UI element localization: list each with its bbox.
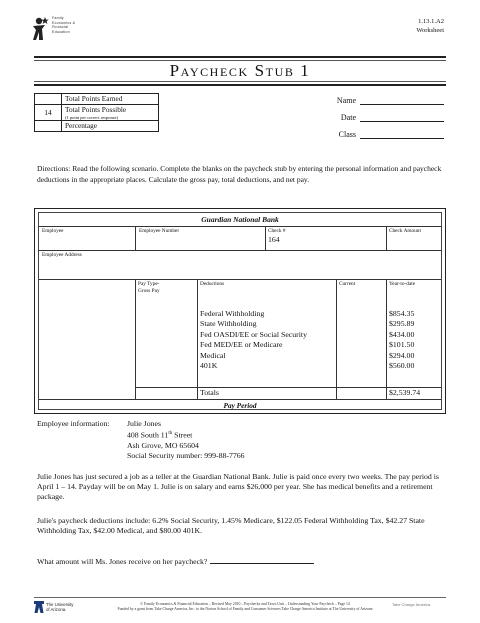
class-label: Class <box>338 130 356 139</box>
university-line: of Arizona. <box>46 607 67 612</box>
bank-name: Guardian National Bank <box>201 215 279 224</box>
paycheck-stub <box>34 208 446 414</box>
logo-line: Economics & <box>52 20 76 25</box>
stub-divider <box>336 279 337 399</box>
university-name <box>46 602 86 612</box>
deduction-ytd: $295.89 <box>389 319 415 329</box>
question-text: What amount will Ms. Jones receive on her paycheck? <box>37 557 208 566</box>
gross-pay-text: Gross Pay <box>138 287 160 294</box>
answer-line[interactable] <box>210 556 314 564</box>
employee-info-label: Employee information: <box>37 419 110 428</box>
deduction-name: Medical <box>200 350 226 360</box>
stub-divider <box>39 279 441 280</box>
stub-divider <box>135 279 136 399</box>
percentage-label: Percentage <box>62 121 159 132</box>
name-field[interactable] <box>337 96 444 105</box>
employee-name: Julie Jones <box>127 419 162 428</box>
stub-divider <box>39 399 441 400</box>
check-number-value: 164 <box>268 235 280 244</box>
deduction-ytd: $101.50 <box>389 340 415 350</box>
deduction-ytd: $434.00 <box>389 329 415 339</box>
date-label: Date <box>340 113 356 122</box>
logo-line: Financial <box>52 25 69 30</box>
stub-divider <box>135 226 136 250</box>
pay-type-label <box>138 281 160 294</box>
deduction-name: State Withholding <box>200 319 257 329</box>
page-title: Paycheck Stub 1 <box>169 61 311 80</box>
deduction-names <box>200 309 307 371</box>
university-of-arizona-logo-icon <box>34 601 44 613</box>
employee-city: Ash Grove, MO 65604 <box>127 441 199 450</box>
class-line[interactable] <box>360 130 444 139</box>
class-field[interactable] <box>339 130 444 139</box>
totals-ytd-value: $2,539.74 <box>389 388 421 397</box>
deduction-name: Fed OASDI/EE or Social Security <box>200 329 307 339</box>
stub-divider <box>386 279 387 399</box>
deduction-ytd: $294.00 <box>389 350 415 360</box>
document-number: 1.13.1.A2 <box>418 18 444 25</box>
points-possible-value: 14 <box>35 105 62 121</box>
year-to-date-label: Year-to-date <box>389 281 416 287</box>
percentage-value <box>35 121 62 132</box>
stub-divider <box>39 226 441 227</box>
employee-information <box>37 419 245 461</box>
employee-number-label: Employee Number <box>139 228 180 234</box>
stub-divider <box>265 226 266 250</box>
family-economics-logo-icon <box>30 14 52 42</box>
document-type: Worksheet <box>416 27 444 34</box>
scenario-paragraph: Julie Jones has just secured a job as a teller at the Guardian National Bank. Julie is paid once every two weeks. The pay period is April 1 – 14. Payday will be on May 1. Julie is on salary and earns $26,000 per year. She has medical benefits and a retirement package. <box>37 472 439 502</box>
deductions-paragraph: Julie's paycheck deductions include: 6.2% Social Security, 1.45% Medicare, $122.05 Federal Withholding Tax, $42.27 State Withholding Tax, $42.00 Medical, and $80.00 401K. <box>37 516 425 536</box>
question <box>37 556 314 566</box>
street-number: 408 South 11 <box>127 430 169 440</box>
deduction-ytd: $560.00 <box>389 361 415 371</box>
pay-type-text: Pay Type- <box>138 281 160 287</box>
street-suffix: th <box>168 431 173 437</box>
points-row <box>35 121 159 132</box>
paycheck-stub-inner <box>38 212 442 410</box>
points-earned-value <box>35 94 62 105</box>
footer-copyright: © Family Economics & Financial Education – Revised May 2010 – Paychecks and Taxes Unit – Understanding Your Paycheck – Page 14 <box>140 602 350 606</box>
points-note: (1 point per correct response) <box>65 115 118 120</box>
logo-line: Family <box>52 16 64 20</box>
employee-street <box>37 429 245 441</box>
total-points-possible-text: Total Points Possible <box>65 105 127 114</box>
current-label: Current <box>339 281 356 287</box>
pay-period-label: Pay Period <box>223 401 257 410</box>
sponsor-logo-text: Take Charge America <box>392 602 431 607</box>
name-label: Name <box>336 96 356 105</box>
totals-label: Totals <box>200 388 219 397</box>
stub-divider <box>386 226 387 250</box>
directions-text: Directions: Read the following scenario. Complete the blanks on the paycheck stub by entering the personal information and paycheck deductions in the appropriate places. Calculate the gross pay, total deductions, and net pay. <box>37 164 442 184</box>
deduction-ytd: $854.35 <box>389 309 415 318</box>
footer-rule <box>34 597 446 598</box>
points-row <box>35 94 159 105</box>
footer-funding: Funded by a grant from Take Charge America, Inc. to the Norton School of Family and Consumer Sciences Take Charge America Institute at The University of Arizona <box>117 607 373 611</box>
points-row <box>35 105 159 121</box>
employee-ssn: Social Security number: 999-88-7766 <box>127 451 245 461</box>
deduction-name: Fed MED/EE or Medicare <box>200 340 283 350</box>
name-line[interactable] <box>360 96 444 105</box>
date-line[interactable] <box>360 113 444 122</box>
points-table <box>34 93 159 132</box>
check-number-label: Check # <box>268 228 286 234</box>
check-amount-label: Check Amount <box>389 228 421 234</box>
stub-divider <box>197 279 198 399</box>
deduction-ytd-values <box>389 309 414 371</box>
logo-line: Education <box>52 29 70 34</box>
deduction-name: Federal Withholding <box>200 309 265 318</box>
title-bar <box>34 56 446 86</box>
employee-info-row <box>37 419 245 429</box>
deductions-label: Deductions <box>200 281 225 287</box>
footer-text <box>100 602 390 612</box>
university-line: The University <box>46 602 74 607</box>
deduction-name: 401K <box>200 361 218 371</box>
stub-divider <box>39 250 441 251</box>
employee-address-label: Employee Address <box>42 252 82 258</box>
total-points-earned-label: Total Points Earned <box>62 94 159 105</box>
employee-label: Employee <box>42 228 64 234</box>
total-points-possible-label <box>62 105 159 121</box>
logo-text <box>52 16 112 34</box>
street-name: Street <box>172 430 193 440</box>
date-field[interactable] <box>341 113 444 122</box>
document-code <box>416 17 444 35</box>
